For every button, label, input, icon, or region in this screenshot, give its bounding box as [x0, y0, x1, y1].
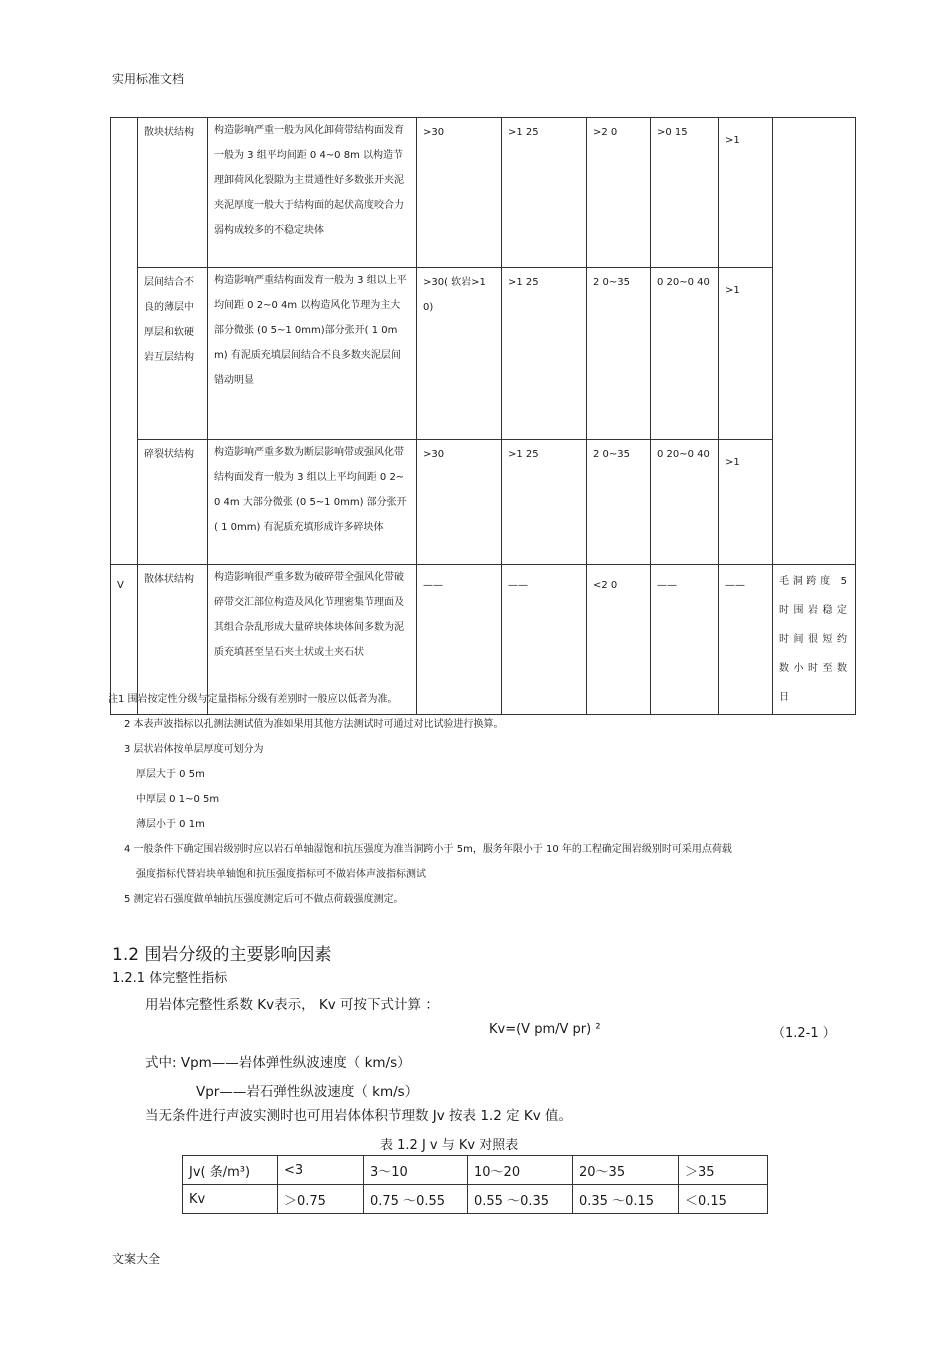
table-row	[111, 440, 856, 565]
table-cell: ＞35	[679, 1156, 768, 1185]
table-cell: 0.55 ～0.35	[468, 1185, 573, 1214]
grade-cell: Ⅴ	[111, 565, 138, 715]
table-row	[183, 1185, 768, 1214]
value-cell: >30( 软岩>10)	[417, 268, 502, 440]
table-cell: ＞0.75	[278, 1185, 364, 1214]
value-cell: <2 0	[587, 565, 651, 715]
value-cell: ——	[417, 565, 502, 715]
note-line: 2 本表声波指标以孔测法测试值为准如果用其他方法测试时可通过对比试验进行换算。	[124, 719, 504, 730]
value-cell: >1 25	[502, 268, 587, 440]
description-cell: 构造影响很严重多数为破碎带全强风化带破碎带交汇部位构造及风化节理密集节理面及其组合杂乱形成大量碎块体块体间多数为泥质充填甚至呈石夹土状或土夹石状	[208, 565, 417, 715]
structure-cell: 散体状结构	[138, 565, 208, 715]
table-row	[111, 118, 856, 268]
note-line: 强度指标代替岩块单轴饱和抗压强度指标可不做岩体声波指标测试	[136, 869, 426, 880]
note-cell	[773, 118, 856, 565]
note-cell: 毛洞跨度 5 时围岩稳定时间很短约数小时至数日	[773, 565, 856, 715]
note-line: 薄层小于 0 1m	[136, 819, 205, 830]
definition-line: Vpr——岩石弹性纵波速度（ km/s）	[196, 1084, 419, 1100]
description-cell: 构造影响严重多数为断层影响带或强风化带结构面发育一般为 3 组以上平均间距 0 2~0 4m 大部分微张 (0 5~1 0mm) 部分张开 ( 1 0mm) 有泥质充填形成许多碎块体	[208, 440, 417, 565]
table-cell: 20～35	[573, 1156, 679, 1185]
value-cell: 0 20~0 40	[651, 440, 719, 565]
value-cell: >30	[417, 440, 502, 565]
table-cell: <3	[278, 1156, 364, 1185]
table-caption: 表 1.2 J v 与 Kv 对照表	[380, 1138, 519, 1153]
note-line: 厚层大于 0 5m	[136, 769, 205, 780]
equation-number: （1.2-1 ）	[772, 1026, 836, 1041]
note-line: 3 层状岩体按单层厚度可划分为	[124, 744, 264, 755]
table-cell: Kv	[183, 1185, 278, 1214]
subsection-title: 1.2.1 体完整性指标	[112, 971, 228, 986]
value-cell: ——	[651, 565, 719, 715]
table-cell: Jv( 条/m³)	[183, 1156, 278, 1185]
structure-cell: 碎裂状结构	[138, 440, 208, 565]
jv-kv-table	[182, 1155, 768, 1214]
value-cell: ——	[719, 565, 773, 715]
note-line: 4 一般条件下确定围岩级别时应以岩石单轴湿饱和抗压强度为准当洞跨小于 5m，服务年限小于 10 年的工程确定围岩级别时可采用点荷载	[124, 844, 732, 855]
table-row	[183, 1156, 768, 1185]
value-cell: >2 0	[587, 118, 651, 268]
value-cell: >1 25	[502, 440, 587, 565]
note-line: 注1 围岩按定性分级与定量指标分级有差别时一般应以低者为准。	[108, 694, 398, 705]
table-notes	[108, 690, 848, 915]
note-line: 5 测定岩石强度做单轴抗压强度测定后可不做点荷载强度测定。	[124, 894, 404, 905]
value-cell: >30	[417, 118, 502, 268]
definition-line: 式中: Vpm——岩体弹性纵波速度（ km/s）	[145, 1055, 411, 1071]
note-line: 中厚层 0 1~0 5m	[136, 794, 220, 805]
description-cell: 构造影响严重一般为风化卸荷带结构面发育一般为 3 组平均间距 0 4~0 8m 以构造节理卸荷风化裂隙为主贯通性好多数张开夹泥夹泥厚度一般大于结构面的起伏高度咬合力弱构成较多的不稳定块体	[208, 118, 417, 268]
value-cell: 2 0~35	[587, 268, 651, 440]
rock-classification-table	[110, 117, 856, 715]
table-cell: 10～20	[468, 1156, 573, 1185]
table-cell: 0.35 ～0.15	[573, 1185, 679, 1214]
paragraph: 当无条件进行声波实测时也可用岩体体积节理数 Jv 按表 1.2 定 Kv 值。	[145, 1108, 573, 1124]
value-cell: 0 20~0 40	[651, 268, 719, 440]
page-footer: 文案大全	[112, 1252, 161, 1266]
table-cell: ＜0.15	[679, 1185, 768, 1214]
page-header: 实用标准文档	[112, 72, 185, 86]
paragraph: 用岩体完整性系数 Kv表示， Kv 可按下式计算 ：	[145, 997, 439, 1013]
value-cell: 2 0~35	[587, 440, 651, 565]
value-cell: >1	[719, 118, 773, 268]
table-cell: 0.75 ～0.55	[364, 1185, 468, 1214]
description-cell: 构造影响严重结构面发育一般为 3 组以上平均间距 0 2~0 4m 以构造风化节理为主大部分微张 (0 5~1 0mm)部分张开( 1 0mm) 有泥质充填层间结合不良多数夹泥层间错动明显	[208, 268, 417, 440]
section-title: 1.2 围岩分级的主要影响因素	[112, 945, 332, 965]
value-cell: ——	[502, 565, 587, 715]
grade-cell	[111, 118, 138, 565]
value-cell: >0 15	[651, 118, 719, 268]
value-cell: >1	[719, 268, 773, 440]
structure-cell: 层间结合不良的薄层中厚层和软硬岩互层结构	[138, 268, 208, 440]
formula: Kv=(V pm/V pr) ²	[489, 1022, 601, 1037]
structure-cell: 散块状结构	[138, 118, 208, 268]
table-row	[111, 268, 856, 440]
value-cell: >1 25	[502, 118, 587, 268]
table-cell: 3～10	[364, 1156, 468, 1185]
value-cell: >1	[719, 440, 773, 565]
